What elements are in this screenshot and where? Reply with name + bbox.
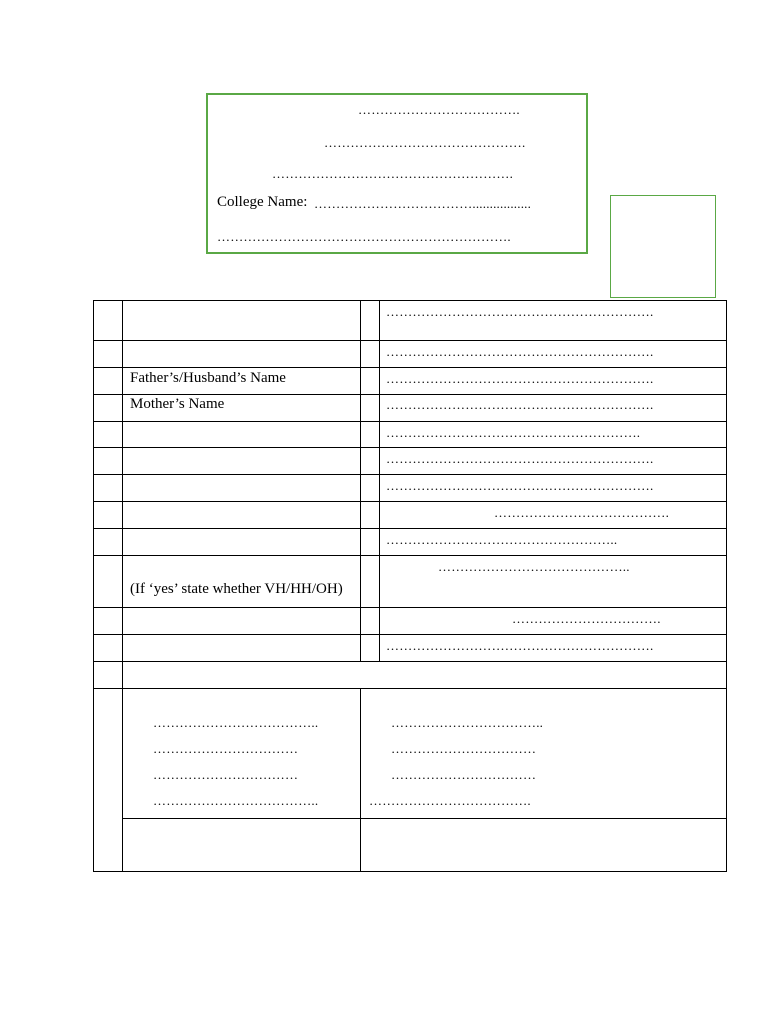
disability-type-value[interactable]: …………………………………….. <box>438 559 630 574</box>
fathers-husbands-name-label: Father’s/Husband’s Name <box>130 370 286 386</box>
address-right-line-4[interactable]: ………………………………. <box>369 793 531 808</box>
address-left-line-2[interactable]: …………………………… <box>153 741 299 756</box>
college-name-field[interactable]: ………………………………................. <box>314 196 532 211</box>
row-2-value[interactable]: ……………………………………………………. <box>386 344 654 359</box>
address-left-line-3[interactable]: …………………………… <box>153 767 299 782</box>
address-right-line-1[interactable]: …………………………….. <box>391 715 544 730</box>
address-right-line-3[interactable]: …………………………… <box>391 767 537 782</box>
row-12-value[interactable]: ……………………………………………………. <box>386 638 654 653</box>
header-line-5: …………………………………………………………. <box>217 229 511 244</box>
row-11-value[interactable]: ……………………………. <box>512 611 661 626</box>
header-line-1: ………………………………. <box>358 102 520 117</box>
row-5-value[interactable]: …………………………………………………. <box>386 425 641 440</box>
mothers-name-label: Mother’s Name <box>130 396 225 412</box>
header-line-2: ………………………………………. <box>324 135 526 150</box>
address-left-line-4[interactable]: ……………………………….. <box>153 793 319 808</box>
address-right-line-2[interactable]: …………………………… <box>391 741 537 756</box>
row-6-value[interactable]: ……………………………………………………. <box>386 451 654 466</box>
fathers-husbands-name-value[interactable]: ……………………………………………………. <box>386 371 654 386</box>
row-8-value[interactable]: …………………………………. <box>494 505 670 520</box>
header-line-3: ………………………………………………. <box>272 166 514 181</box>
address-left-line-1[interactable]: ……………………………….. <box>153 715 319 730</box>
row-9-value[interactable]: …………………………………………….. <box>386 532 618 547</box>
photo-box <box>610 195 716 298</box>
disability-type-label: (If ‘yes’ state whether VH/HH/OH) <box>130 581 343 597</box>
college-name-label: College Name: <box>217 194 308 210</box>
row-7-value[interactable]: ……………………………………………………. <box>386 478 654 493</box>
row-1-value[interactable]: ……………………………………………………. <box>386 304 654 319</box>
mothers-name-value[interactable]: ……………………………………………………. <box>386 397 654 412</box>
